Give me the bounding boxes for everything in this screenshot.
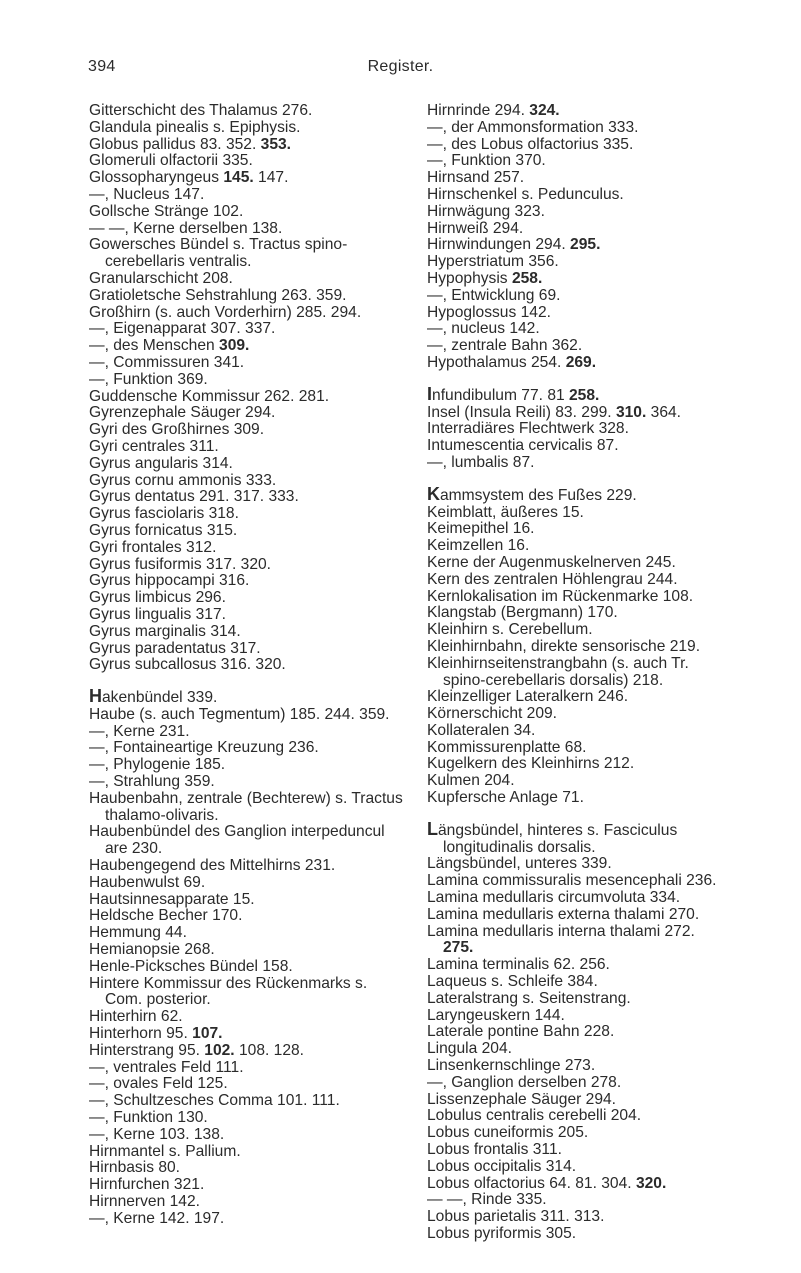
entry-text: —, Funktion 369. bbox=[89, 370, 208, 388]
entry-text: Lobulus centralis cerebelli 204. bbox=[427, 1107, 642, 1125]
index-entry bbox=[89, 153, 407, 170]
index-entry bbox=[427, 187, 727, 204]
index-entry bbox=[427, 254, 727, 271]
entry-text: Gyrus cornu ammonis 333. bbox=[89, 471, 277, 489]
index-entry bbox=[89, 657, 407, 674]
entry-text: Kerne der Augenmuskelnerven 245. bbox=[427, 553, 676, 571]
entry-text: Hirnnerven 142. bbox=[89, 1193, 200, 1210]
index-entry bbox=[427, 421, 727, 438]
page-ref-bold: 107. bbox=[192, 1025, 223, 1043]
index-entry bbox=[427, 1142, 727, 1159]
index-entry bbox=[427, 924, 727, 958]
entry-text: —, Phylogenie 185. bbox=[89, 756, 226, 774]
entry-text: Hemianopsie 268. bbox=[89, 941, 215, 959]
index-entry bbox=[89, 1043, 407, 1060]
entry-text: Großhirn (s. auch Vorderhirn) 285. 294. bbox=[89, 303, 362, 321]
entry-text: —, ovales Feld 125. bbox=[89, 1075, 228, 1093]
index-entry bbox=[89, 187, 407, 204]
entry-text: Hyperstriatum 356. bbox=[427, 253, 559, 271]
page-ref-bold: 275. bbox=[443, 939, 474, 957]
index-entry bbox=[89, 892, 407, 909]
index-entry bbox=[89, 624, 407, 641]
index-entry bbox=[89, 540, 407, 557]
entry-text: Lingula 204. bbox=[427, 1040, 512, 1058]
entry-text: Kleinhirnseitenstrangbahn (s. auch Tr. spino-cerebellaris dorsalis) 218. bbox=[427, 654, 689, 689]
index-entry bbox=[89, 688, 407, 707]
page-title: Register. bbox=[367, 58, 434, 75]
entry-text: Hinterhorn 95. bbox=[89, 1025, 193, 1043]
section-gap bbox=[427, 372, 727, 386]
entry-text: Lobus olfactorius 64. 81. 304. bbox=[427, 1174, 636, 1192]
index-entry bbox=[89, 489, 407, 506]
entry-text: Kern des zentralen Höhlengrau 244. bbox=[427, 570, 678, 588]
entry-text: Kleinzelliger Lateralkern 246. bbox=[427, 688, 629, 706]
index-entry bbox=[89, 774, 407, 791]
index-entry bbox=[89, 942, 407, 959]
index-entry bbox=[89, 103, 407, 120]
index-entry bbox=[427, 622, 727, 639]
entry-text: Keimblatt, äußeres 15. bbox=[427, 503, 584, 521]
entry-text: Granularschicht 208. bbox=[89, 269, 233, 287]
entry-text: Hirnweiß 294. bbox=[427, 219, 524, 237]
index-entry bbox=[427, 505, 727, 522]
index-entry bbox=[89, 473, 407, 490]
entry-text: Kulmen 204. bbox=[427, 772, 515, 790]
entry-text: Hirnschenkel s. Pedunculus. bbox=[427, 185, 624, 203]
index-entry bbox=[89, 422, 407, 439]
entry-text: Lamina commissuralis mesencephali 236. bbox=[427, 872, 717, 890]
entry-text: Hirnfurchen 321. bbox=[89, 1176, 205, 1194]
index-entry bbox=[427, 1226, 727, 1243]
index-entry bbox=[427, 991, 727, 1008]
index-entry bbox=[89, 740, 407, 757]
index-entry bbox=[89, 824, 407, 858]
entry-text: —, Commissuren 341. bbox=[89, 353, 245, 371]
entry-text: akenbündel 339. bbox=[102, 689, 218, 707]
index-entry bbox=[427, 305, 727, 322]
index-entry bbox=[427, 521, 727, 538]
entry-text: Haubenwulst 69. bbox=[89, 873, 206, 891]
entry-text: 147. bbox=[253, 169, 289, 187]
entry-text: Gyrus fasciolaris 318. bbox=[89, 505, 239, 523]
index-entry bbox=[89, 506, 407, 523]
section-gap bbox=[427, 807, 727, 821]
index-entry bbox=[89, 959, 407, 976]
index-entry bbox=[427, 204, 727, 221]
index-entry bbox=[427, 1092, 727, 1109]
entry-text: —, Fontaineartige Kreuzung 236. bbox=[89, 739, 319, 757]
page-ref-bold: 269. bbox=[565, 353, 597, 371]
index-entry bbox=[427, 1192, 727, 1209]
index-entry bbox=[427, 538, 727, 555]
entry-text: — —, Kerne derselben 138. bbox=[89, 219, 283, 237]
entry-text: Längsbündel, unteres 339. bbox=[427, 855, 612, 873]
index-entry bbox=[89, 170, 407, 187]
entry-text: ammsystem des Fußes 229. bbox=[440, 486, 637, 504]
entry-text: Gyrus marginalis 314. bbox=[89, 622, 241, 640]
page-ref-bold: 145. bbox=[223, 169, 254, 187]
entry-text: Hypophysis bbox=[427, 269, 512, 287]
entry-text: Kugelkern des Kleinhirns 212. bbox=[427, 755, 635, 773]
index-entry bbox=[89, 1211, 407, 1228]
index-entry bbox=[89, 372, 407, 389]
index-entry bbox=[427, 818, 727, 857]
entry-text: Hautsinnesapparate 15. bbox=[89, 890, 255, 908]
entry-text: Gollsche Stränge 102. bbox=[89, 202, 244, 220]
entry-text: Hypoglossus 142. bbox=[427, 303, 551, 321]
entry-text: —, zentrale Bahn 362. bbox=[427, 337, 583, 355]
index-entry bbox=[427, 773, 727, 790]
index-entry bbox=[427, 137, 727, 154]
index-entry bbox=[427, 355, 727, 372]
index-entry bbox=[427, 405, 727, 422]
index-entry bbox=[427, 483, 727, 505]
entry-text: Gyrus paradentatus 317. bbox=[89, 639, 261, 657]
index-entry bbox=[427, 957, 727, 974]
entry-text: Laterale pontine Bahn 228. bbox=[427, 1023, 615, 1041]
index-entry bbox=[427, 605, 727, 622]
entry-text: Lobus parietalis 311. 313. bbox=[427, 1208, 605, 1226]
entry-text: Gyrus subcallosus 316. 320. bbox=[89, 656, 286, 674]
entry-text: Gyrenzephale Säuger 294. bbox=[89, 404, 276, 422]
entry-text: —, des Menschen bbox=[89, 337, 220, 355]
section-initial: L bbox=[427, 818, 438, 839]
entry-text: Glandula pinealis s. Epiphysis. bbox=[89, 118, 301, 136]
index-entry bbox=[89, 557, 407, 574]
index-entry bbox=[89, 1076, 407, 1093]
entry-text: Gitterschicht des Thalamus 276. bbox=[89, 102, 313, 119]
entry-text: Hemmung 44. bbox=[89, 924, 187, 942]
entry-text: Kleinhirnbahn, direkte sensorische 219. bbox=[427, 637, 701, 655]
entry-text: Lamina medullaris circumvoluta 334. bbox=[427, 889, 681, 907]
entry-text: Hinterhirn 62. bbox=[89, 1008, 183, 1026]
index-entry bbox=[89, 305, 407, 322]
page-ref-bold: 309. bbox=[219, 337, 250, 355]
entry-text: Hirnmantel s. Pallium. bbox=[89, 1142, 241, 1160]
index-entry bbox=[427, 873, 727, 890]
entry-text: Hinterstrang 95. bbox=[89, 1041, 205, 1059]
index-entry bbox=[427, 890, 727, 907]
index-entry bbox=[89, 607, 407, 624]
page-ref-bold: 320. bbox=[635, 1174, 667, 1192]
index-entry bbox=[89, 707, 407, 724]
entry-text: Hypothalamus 254. bbox=[427, 353, 566, 371]
index-entry bbox=[89, 724, 407, 741]
entry-text: Keimzellen 16. bbox=[427, 537, 530, 555]
index-entry bbox=[89, 288, 407, 305]
entry-text: Gyri des Großhirnes 309. bbox=[89, 421, 265, 439]
index-entry bbox=[427, 907, 727, 924]
entry-text: Haubenbahn, zentrale (Bechterew) s. Tractus thalamo-olivaris. bbox=[89, 789, 403, 824]
section-gap bbox=[427, 472, 727, 486]
index-entry bbox=[427, 639, 727, 656]
index-entry bbox=[89, 1177, 407, 1194]
index-entry bbox=[427, 455, 727, 472]
entry-text: Hirnrinde 294. bbox=[427, 102, 530, 119]
index-entry bbox=[89, 237, 407, 271]
entry-text: —, Ganglion derselben 278. bbox=[427, 1073, 622, 1091]
entry-text: Lobus cuneiformis 205. bbox=[427, 1124, 589, 1142]
entry-text: —, Funktion 130. bbox=[89, 1109, 208, 1127]
entry-text: Gyrus dentatus 291. 317. 333. bbox=[89, 488, 299, 506]
index-entry bbox=[427, 1041, 727, 1058]
entry-text: —, Kerne 231. bbox=[89, 722, 190, 740]
entry-text: Interradiäres Flechtwerk 328. bbox=[427, 420, 629, 438]
index-entry bbox=[89, 908, 407, 925]
index-entry bbox=[427, 170, 727, 187]
index-entry bbox=[89, 405, 407, 422]
index-entry bbox=[89, 120, 407, 137]
index-entry bbox=[427, 1075, 727, 1092]
index-entry bbox=[427, 288, 727, 305]
entry-text: —, ventrales Feld 111. bbox=[89, 1058, 244, 1076]
index-entry bbox=[427, 756, 727, 773]
section-gap bbox=[89, 674, 407, 688]
index-entry bbox=[427, 120, 727, 137]
entry-text: —, Schultzesches Comma 101. 111. bbox=[89, 1092, 340, 1110]
entry-text: Henle-Picksches Bündel 158. bbox=[89, 957, 293, 975]
index-entry bbox=[427, 555, 727, 572]
index-entry bbox=[89, 875, 407, 892]
entry-text: —, Funktion 370. bbox=[427, 152, 546, 170]
index-entry bbox=[427, 271, 727, 288]
index-entry bbox=[427, 1125, 727, 1142]
index-entry bbox=[89, 355, 407, 372]
index-column-right bbox=[427, 103, 727, 1243]
index-entry bbox=[427, 438, 727, 455]
index-entry bbox=[89, 523, 407, 540]
entry-text: Globus pallidus 83. 352. bbox=[89, 135, 261, 153]
entry-text: Kernlokalisation im Rückenmarke 108. bbox=[427, 587, 694, 605]
index-entry bbox=[427, 383, 727, 405]
index-entry bbox=[427, 740, 727, 757]
entry-text: Gowersches Bündel s. Tractus spino-cerebellaris ventralis. bbox=[89, 236, 348, 271]
entry-text: Lamina medullaris interna thalami 272. bbox=[427, 922, 695, 940]
index-entry bbox=[427, 221, 727, 238]
entry-text: Kollateralen 34. bbox=[427, 721, 536, 739]
index-entry bbox=[89, 976, 407, 1010]
entry-text: Gyri centrales 311. bbox=[89, 437, 219, 455]
entry-text: —, Eigenapparat 307. 337. bbox=[89, 320, 276, 338]
index-entry bbox=[89, 757, 407, 774]
entry-text: Gyrus angularis 314. bbox=[89, 454, 233, 472]
entry-text: nfundibulum 77. 81 bbox=[432, 386, 569, 404]
index-entry bbox=[89, 1144, 407, 1161]
index-entry bbox=[427, 1008, 727, 1025]
entry-text: Hirnbasis 80. bbox=[89, 1159, 181, 1177]
entry-text: Lamina medullaris externa thalami 270. bbox=[427, 905, 700, 923]
index-entry bbox=[427, 321, 727, 338]
page-ref-bold: 310. bbox=[615, 403, 647, 421]
index-entry bbox=[427, 856, 727, 873]
index-entry bbox=[89, 641, 407, 658]
index-entry bbox=[89, 791, 407, 825]
index-entry bbox=[89, 439, 407, 456]
index-entry bbox=[89, 1060, 407, 1077]
entry-text: Laqueus s. Schleife 384. bbox=[427, 973, 598, 991]
entry-text: Gyrus limbicus 296. bbox=[89, 589, 226, 607]
entry-text: Heldsche Becher 170. bbox=[89, 907, 243, 925]
index-entry bbox=[427, 689, 727, 706]
index-entry bbox=[89, 1009, 407, 1026]
entry-text: Lobus pyriformis 305. bbox=[427, 1225, 577, 1242]
index-entry bbox=[89, 1160, 407, 1177]
entry-text: —, nucleus 142. bbox=[427, 320, 540, 338]
entry-text: Klangstab (Bergmann) 170. bbox=[427, 604, 618, 622]
entry-text: Lissenzephale Säuger 294. bbox=[427, 1090, 616, 1108]
index-column-left bbox=[89, 103, 407, 1228]
entry-text: —, der Ammonsformation 333. bbox=[427, 118, 639, 136]
entry-text: ängsbündel, hinteres s. Fasciculus longitudinalis dorsalis. bbox=[438, 821, 678, 856]
index-entry bbox=[427, 589, 727, 606]
entry-text: —, des Lobus olfactorius 335. bbox=[427, 135, 634, 153]
section-initial: H bbox=[89, 686, 102, 707]
entry-text: Keimepithel 16. bbox=[427, 520, 535, 538]
index-entry bbox=[427, 706, 727, 723]
entry-text: Hirnwägung 323. bbox=[427, 202, 545, 220]
index-entry bbox=[89, 221, 407, 238]
entry-text: Haubenbündel des Ganglion interpeduncul are 230. bbox=[89, 823, 385, 858]
index-entry bbox=[427, 1209, 727, 1226]
index-entry bbox=[427, 1058, 727, 1075]
index-entry bbox=[89, 925, 407, 942]
entry-text: Guddensche Kommissur 262. 281. bbox=[89, 387, 330, 405]
entry-text: Kleinhirn s. Cerebellum. bbox=[427, 621, 593, 639]
index-entry bbox=[89, 573, 407, 590]
entry-text: —, Kerne 142. 197. bbox=[89, 1209, 225, 1227]
index-entry bbox=[427, 1024, 727, 1041]
index-entry bbox=[427, 237, 727, 254]
page-ref-bold: 102. bbox=[204, 1041, 235, 1059]
entry-text: —, Entwicklung 69. bbox=[427, 286, 561, 304]
index-entry bbox=[89, 321, 407, 338]
page-number: 394 bbox=[88, 58, 116, 75]
entry-text: Gyri frontales 312. bbox=[89, 538, 217, 556]
entry-text: Gyrus fornicatus 315. bbox=[89, 521, 238, 539]
section-initial: I bbox=[427, 383, 433, 404]
entry-text: Gyrus lingualis 317. bbox=[89, 605, 226, 623]
index-entry bbox=[89, 204, 407, 221]
index-entry bbox=[427, 572, 727, 589]
entry-text: Lobus occipitalis 314. bbox=[427, 1157, 577, 1175]
entry-text: Glomeruli olfactorii 335. bbox=[89, 152, 253, 170]
index-entry bbox=[427, 338, 727, 355]
index-entry bbox=[427, 656, 727, 690]
entry-text: Kommissurenplatte 68. bbox=[427, 738, 587, 756]
entry-text: Gratioletsche Sehstrahlung 263. 359. bbox=[89, 286, 347, 304]
index-entry bbox=[427, 153, 727, 170]
entry-text: Hirnsand 257. bbox=[427, 169, 525, 187]
page-ref-bold: 295. bbox=[570, 236, 601, 254]
entry-text: Laryngeuskern 144. bbox=[427, 1006, 565, 1024]
entry-text: Hirnwindungen 294. bbox=[427, 236, 571, 254]
index-entry bbox=[89, 456, 407, 473]
entry-text: Körnerschicht 209. bbox=[427, 705, 558, 723]
page-ref-bold: 353. bbox=[260, 135, 292, 153]
index-entry bbox=[89, 137, 407, 154]
entry-text: —, lumbalis 87. bbox=[427, 453, 535, 471]
index-entry bbox=[89, 1093, 407, 1110]
index-entry bbox=[89, 858, 407, 875]
entry-text: 108. 128. bbox=[234, 1041, 305, 1059]
entry-text: Intumescentia cervicalis 87. bbox=[427, 437, 619, 455]
page-header bbox=[0, 58, 801, 80]
entry-text: — —, Rinde 335. bbox=[427, 1191, 547, 1209]
entry-text: Hintere Kommissur des Rückenmarks s. Com. posterior. bbox=[89, 974, 368, 1009]
entry-text: Linsenkernschlinge 273. bbox=[427, 1057, 596, 1075]
index-entry bbox=[427, 723, 727, 740]
section-initial: K bbox=[427, 483, 440, 504]
entry-text: Lobus frontalis 311. bbox=[427, 1141, 562, 1159]
index-entry bbox=[89, 590, 407, 607]
entry-text: Insel (Insula Reili) 83. 299. bbox=[427, 403, 616, 421]
index-entry bbox=[427, 1108, 727, 1125]
index-entry bbox=[89, 389, 407, 406]
page-ref-bold: 258. bbox=[511, 269, 543, 287]
entry-text: Kupfersche Anlage 71. bbox=[427, 789, 584, 807]
index-entry bbox=[89, 1194, 407, 1211]
index-entry bbox=[427, 790, 727, 807]
entry-text: Gyrus hippocampi 316. bbox=[89, 572, 250, 590]
entry-text: —, Kerne 103. 138. bbox=[89, 1125, 225, 1143]
index-entry bbox=[427, 1159, 727, 1176]
entry-text: Glossopharyngeus bbox=[89, 169, 224, 187]
entry-text: —, Nucleus 147. bbox=[89, 185, 205, 203]
index-entry bbox=[89, 1110, 407, 1127]
index-entry bbox=[89, 271, 407, 288]
index-entry bbox=[89, 1127, 407, 1144]
entry-text: Lamina terminalis 62. 256. bbox=[427, 956, 610, 974]
entry-text: Haube (s. auch Tegmentum) 185. 244. 359. bbox=[89, 705, 390, 723]
entry-text: Lateralstrang s. Seitenstrang. bbox=[427, 989, 631, 1007]
page-ref-bold: 324. bbox=[529, 102, 560, 119]
entry-text: Haubengegend des Mittelhirns 231. bbox=[89, 857, 336, 875]
page-ref-bold: 258. bbox=[569, 386, 600, 404]
index-entry bbox=[89, 338, 407, 355]
index-entry bbox=[427, 103, 727, 120]
entry-text: Gyrus fusiformis 317. 320. bbox=[89, 555, 272, 573]
index-entry bbox=[89, 1026, 407, 1043]
entry-text: —, Strahlung 359. bbox=[89, 773, 215, 791]
index-entry bbox=[427, 1176, 727, 1193]
index-entry bbox=[427, 974, 727, 991]
entry-text: 364. bbox=[646, 403, 681, 421]
